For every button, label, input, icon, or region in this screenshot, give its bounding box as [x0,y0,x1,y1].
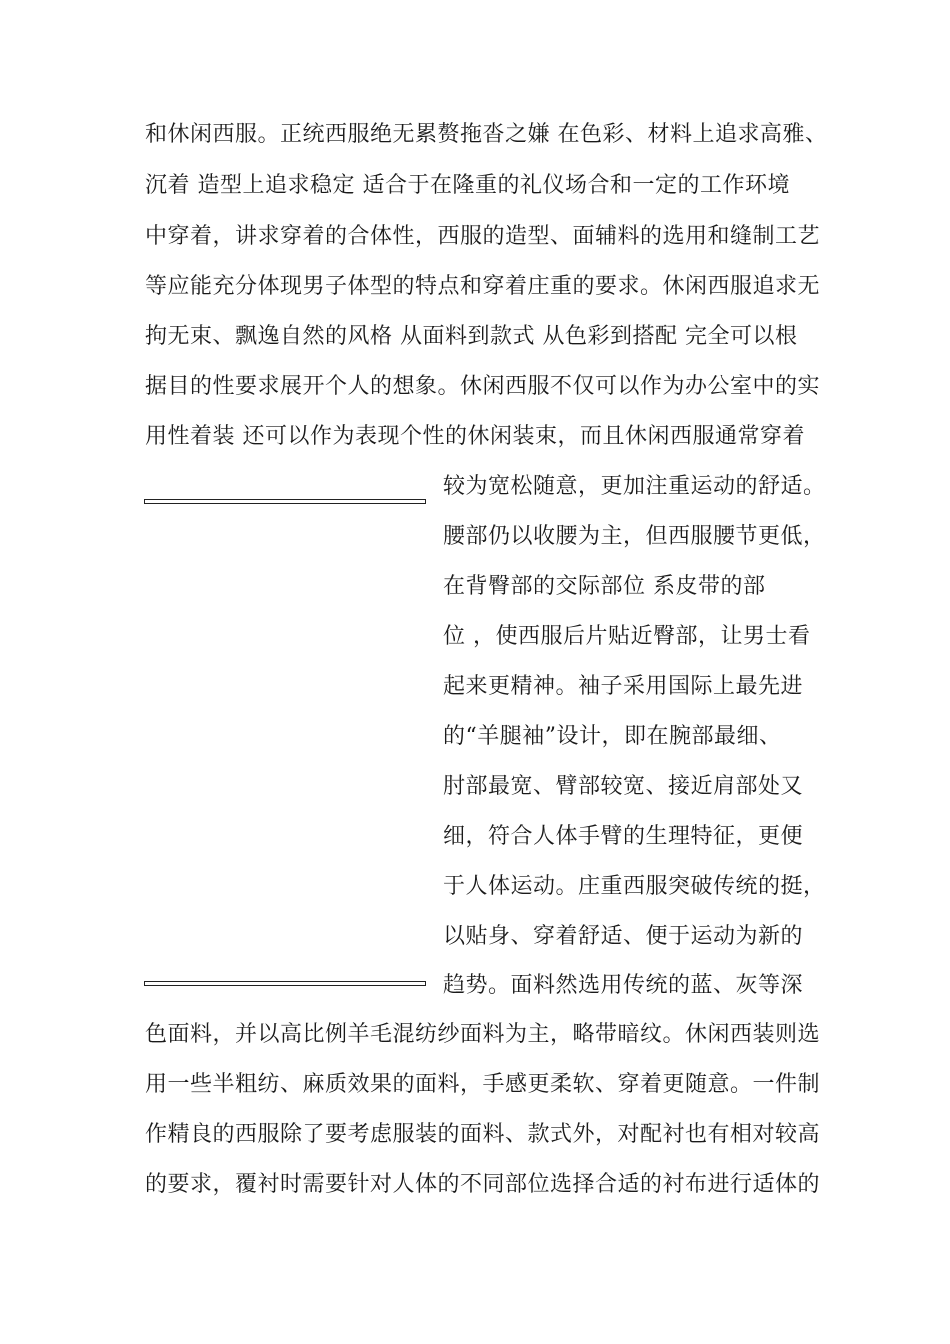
text-line: 中穿着，讲求穿着的合体性，西服的造型、面辅料的选用和缝制工艺 [145,224,821,249]
text-line: 的要求，覆衬时需要针对人体的不同部位选择合适的衬布进行适体的 [145,1172,821,1197]
text-line: 的“羊腿袖”设计，即在腕部最细、 [443,724,782,749]
text-line: 等应能充分体现男子体型的特点和穿着庄重的要求。休闲西服追求无 [145,274,821,299]
text-line: 趋势。面料然选用传统的蓝、灰等深 [443,973,804,998]
text-line: 作精良的西服除了要考虑服装的面料、款式外，对配衬也有相对较高 [145,1122,821,1147]
text-line: 在背臀部的交际部位 系皮带的部 [443,574,766,599]
text-line: 用性着装 还可以作为表现个性的休闲装束，而且休闲西服通常穿着 [145,424,805,449]
figure-bottom-rule [144,981,426,986]
text-line: 色面料，并以高比例羊毛混纺纱面料为主，略带暗纹。休闲西装则选 [145,1022,821,1047]
text-line: 沉着 造型上追求稳定 适合于在隆重的礼仪场合和一定的工作环境 [145,173,790,198]
text-line: 起来更精神。袖子采用国际上最先进 [443,674,804,699]
text-line: 和休闲西服。正统西服绝无累赘拖沓之嫌 在色彩、材料上追求高雅、 [145,122,828,147]
figure-top-rule [144,499,426,504]
text-line: 肘部最宽、臂部较宽、接近肩部处又 [443,774,804,799]
text-line: 拘无束、飘逸自然的风格 从面料到款式 从色彩到搭配 完全可以根 [145,324,798,349]
text-line: 细，符合人体手臂的生理特征，更便 [443,824,804,849]
text-line: 位 ，使西服后片贴近臀部，让男士看 [443,624,811,649]
text-line: 以贴身、穿着舒适、便于运动为新的 [443,924,804,949]
text-line: 较为宽松随意，更加注重运动的舒适。 [443,474,826,499]
text-line: 于人体运动。庄重西服突破传统的挺， [443,874,826,899]
text-line: 腰部仍以收腰为主，但西服腰节更低， [443,524,826,549]
text-line: 用一些半粗纺、麻质效果的面料，手感更柔软、穿着更随意。一件制 [145,1072,821,1097]
text-line: 据目的性要求展开个人的想象。休闲西服不仅可以作为办公室中的实 [145,374,821,399]
